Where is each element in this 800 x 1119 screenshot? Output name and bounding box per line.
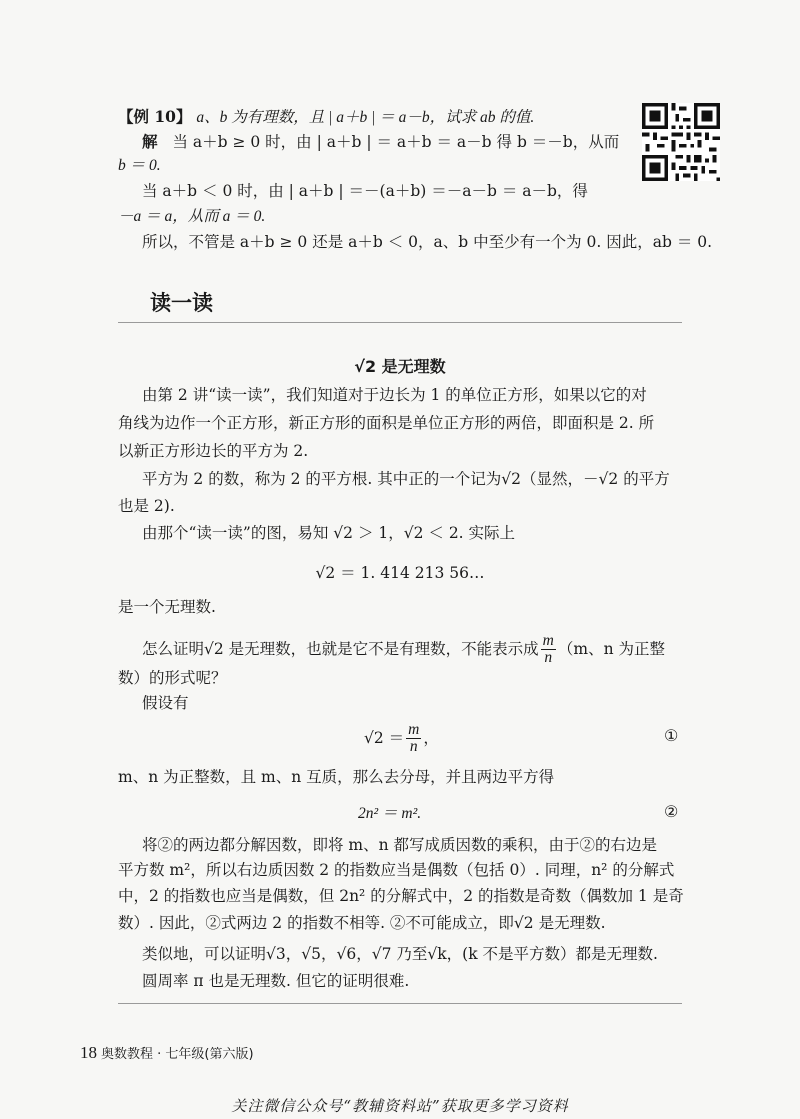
- fraction-denominator: n: [544, 649, 553, 666]
- example-label: 【例 10】: [118, 107, 192, 126]
- para1-line3: 以新正方形边长的平方为 2.: [118, 442, 309, 460]
- para8-line1: 将②的两边都分解因数，即将 m、n 都写成质因数的乘积，由于②的右边是: [142, 836, 658, 854]
- equation-1-number: ①: [664, 726, 679, 745]
- section-rule-bottom: [118, 1003, 682, 1004]
- equation-1-denominator: n: [409, 738, 418, 755]
- solution-line-3: 当 a＋b ＜ 0 时，由 | a＋b | ＝－(a＋b) ＝－a－b ＝ a－b，得: [142, 182, 588, 200]
- section-heading: 读一读: [150, 291, 213, 315]
- para8-line2: 平方数 m²，所以右边质因数 2 的指数应当是偶数（包括 0）. 同理，n² 的分解式: [118, 861, 675, 879]
- equation-1-left: √2 ＝: [364, 729, 405, 747]
- para8-line3: 中，2 的指数也应当是偶数，但 2n² 的分解式中，2 的指数是奇数（偶数加 1 是奇: [118, 887, 684, 905]
- para10: 圆周率 π 也是无理数. 但它的证明很难.: [142, 972, 410, 990]
- para7: m、n 为正整数，且 m、n 互质，那么去分母，并且两边平方得: [118, 768, 555, 786]
- qr-code-icon[interactable]: [642, 103, 720, 181]
- equation-1-fraction: [406, 722, 421, 755]
- article-title: √2 是无理数: [354, 357, 446, 376]
- para4: 是一个无理数.: [118, 598, 216, 616]
- page-number: 18: [80, 1043, 97, 1062]
- para9: 类似地，可以证明√3，√5，√6，√7 乃至√k，(k 不是平方数）都是无理数.: [142, 945, 658, 963]
- para2-line1: 平方为 2 的数，称为 2 的平方根. 其中正的一个记为√2（显然，－√2 的平方: [142, 470, 670, 488]
- solution-line-2: b ＝ 0.: [118, 157, 161, 174]
- para6: 假设有: [142, 694, 189, 712]
- solution-line-1: [142, 130, 619, 154]
- book-title: 奥数教程 · 七年级(第六版): [101, 1047, 254, 1062]
- fraction-m-over-n: [541, 633, 556, 666]
- para5-text-b: （m、n 为正整: [557, 640, 665, 658]
- equation-sqrt2-value: √2 ＝ 1. 414 213 56…: [315, 564, 485, 582]
- para3: 由那个“读一读”的图，易知 √2 ＞ 1，√2 ＜ 2. 实际上: [142, 524, 516, 542]
- example-question: a、b 为有理数，且 | a＋b | ＝ a－b，试求 ab 的值.: [196, 109, 535, 126]
- para2-line2: 也是 2).: [118, 497, 175, 515]
- equation-1-numerator: m: [408, 721, 420, 738]
- para1-line1: 由第 2 讲“读一读”，我们知道对于边长为 1 的单位正方形，如果以它的对: [142, 386, 647, 404]
- para5-text-a: 怎么证明√2 是无理数，也就是它不是有理数，不能表示成: [142, 640, 539, 658]
- solution-label: 解: [142, 132, 158, 151]
- para8-line4: 数）. 因此，②式两边 2 的指数不相等. ②不可能成立，即√2 是无理数.: [118, 914, 606, 932]
- solution-line-5: 所以，不管是 a＋b ≥ 0 还是 a＋b ＜ 0，a、b 中至少有一个为 0. 因此，ab ＝ 0.: [142, 233, 713, 251]
- para5-line2: 数）的形式呢？: [118, 669, 227, 687]
- example-question-line: [118, 105, 534, 129]
- solution-line-4: －a ＝ a，从而 a ＝ 0.: [118, 208, 266, 225]
- para1-line2: 角线为边作一个正方形，新正方形的面积是单位正方形的两倍，即面积是 2. 所: [118, 414, 655, 432]
- para5-line1: [142, 633, 665, 666]
- section-rule-top: [118, 322, 682, 323]
- equation-1-right: ，: [423, 729, 439, 747]
- equation-1: [364, 722, 439, 755]
- page-footer: [80, 1043, 254, 1063]
- fraction-numerator: m: [542, 632, 554, 649]
- equation-2-number: ②: [664, 802, 679, 821]
- equation-2: 2n² ＝ m².: [358, 805, 422, 822]
- solution-text-1: 当 a＋b ≥ 0 时，由 | a＋b | ＝ a＋b ＝ a－b 得 b ＝－b，从而: [172, 133, 620, 151]
- watermark-text: 关注微信公众号“教辅资料站”获取更多学习资料: [231, 1097, 569, 1115]
